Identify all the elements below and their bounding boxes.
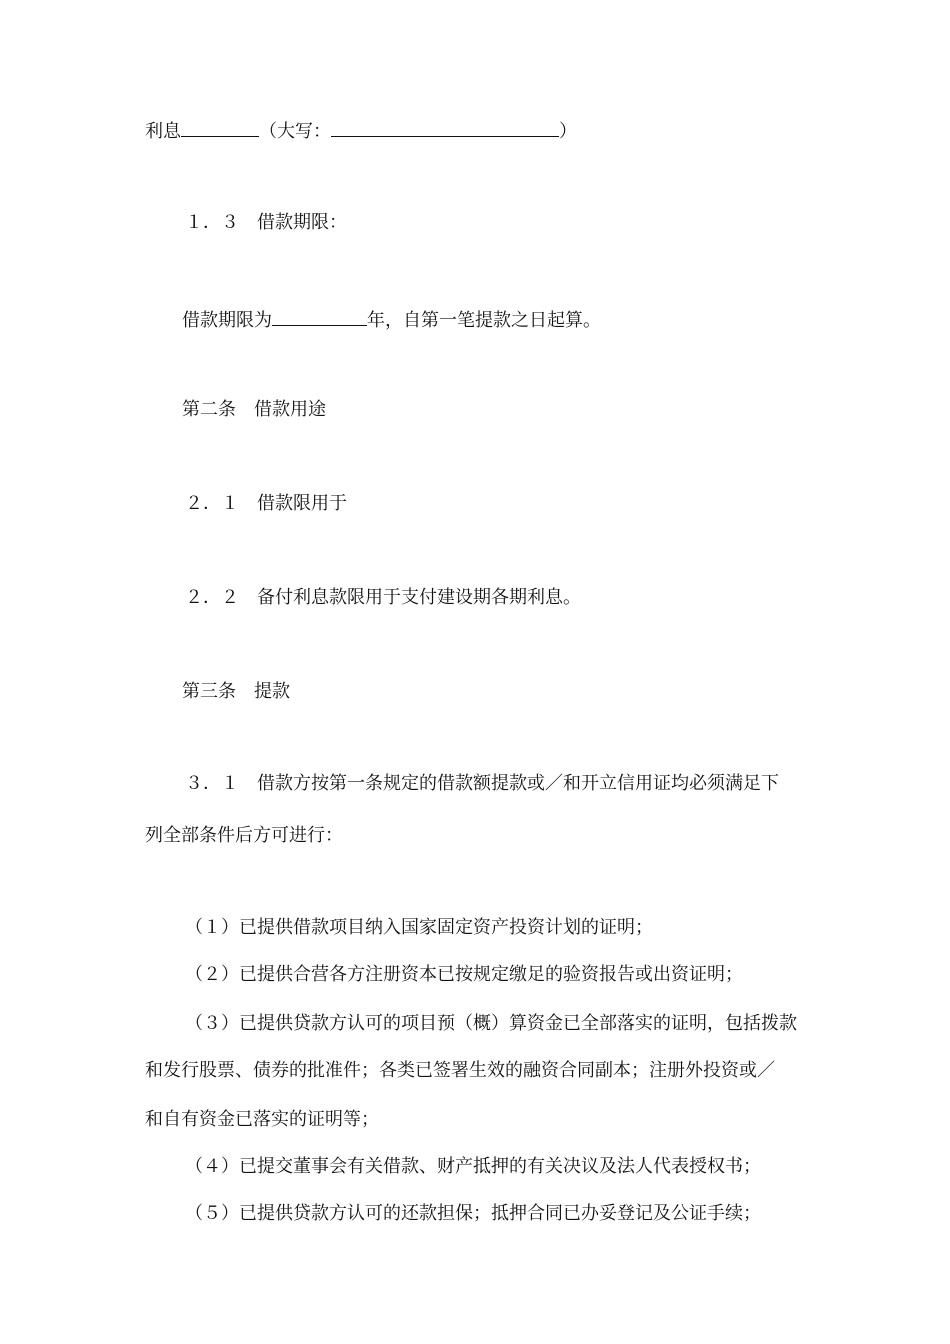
term-label: 借款期限为 [182, 310, 272, 331]
interest-close-paren: ） [559, 121, 577, 142]
term-suffix: 年，自第一笔提款之日起算。 [367, 310, 601, 331]
clause-2-2: ２．２ 备付利息款限用于支付建设期各期利息。 [185, 587, 581, 608]
interest-label: 利息 [145, 121, 181, 142]
interest-amount-blank [181, 118, 259, 137]
condition-3-line-2: 和发行股票、债券的批准件；各类已签署生效的融资合同副本；注册外投资或／ [145, 1060, 775, 1081]
condition-5: （５）已提供贷款方认可的还款担保；抵押合同已办妥登记及公证手续； [185, 1203, 761, 1224]
article-3-heading: 第三条 提款 [182, 681, 290, 702]
section-1-3-heading: １．３ 借款期限： [185, 212, 347, 233]
clause-2-1: ２．１ 借款限用于 [185, 493, 347, 514]
interest-capital-label: （大写： [259, 121, 331, 142]
interest-capital-blank [331, 118, 559, 137]
term-years-blank [272, 307, 367, 326]
condition-1: （１）已提供借款项目纳入国家固定资产投资计划的证明； [185, 917, 653, 938]
article-2-heading: 第二条 借款用途 [182, 399, 326, 420]
interest-line [145, 118, 577, 144]
term-line [182, 307, 601, 333]
condition-2: （２）已提供合营各方注册资本已按规定缴足的验资报告或出资证明； [185, 964, 743, 985]
clause-3-1-line-2: 列全部条件后方可进行： [145, 825, 343, 846]
clause-3-1-line-1: ３．１ 借款方按第一条规定的借款额提款或／和开立信用证均必须满足下 [185, 773, 779, 794]
condition-4: （４）已提交董事会有关借款、财产抵押的有关决议及法人代表授权书； [185, 1156, 761, 1177]
condition-3-line-1: （３）已提供贷款方认可的项目预（概）算资金已全部落实的证明，包括拨款 [185, 1013, 797, 1034]
condition-3-line-3: 和自有资金已落实的证明等； [145, 1109, 379, 1130]
